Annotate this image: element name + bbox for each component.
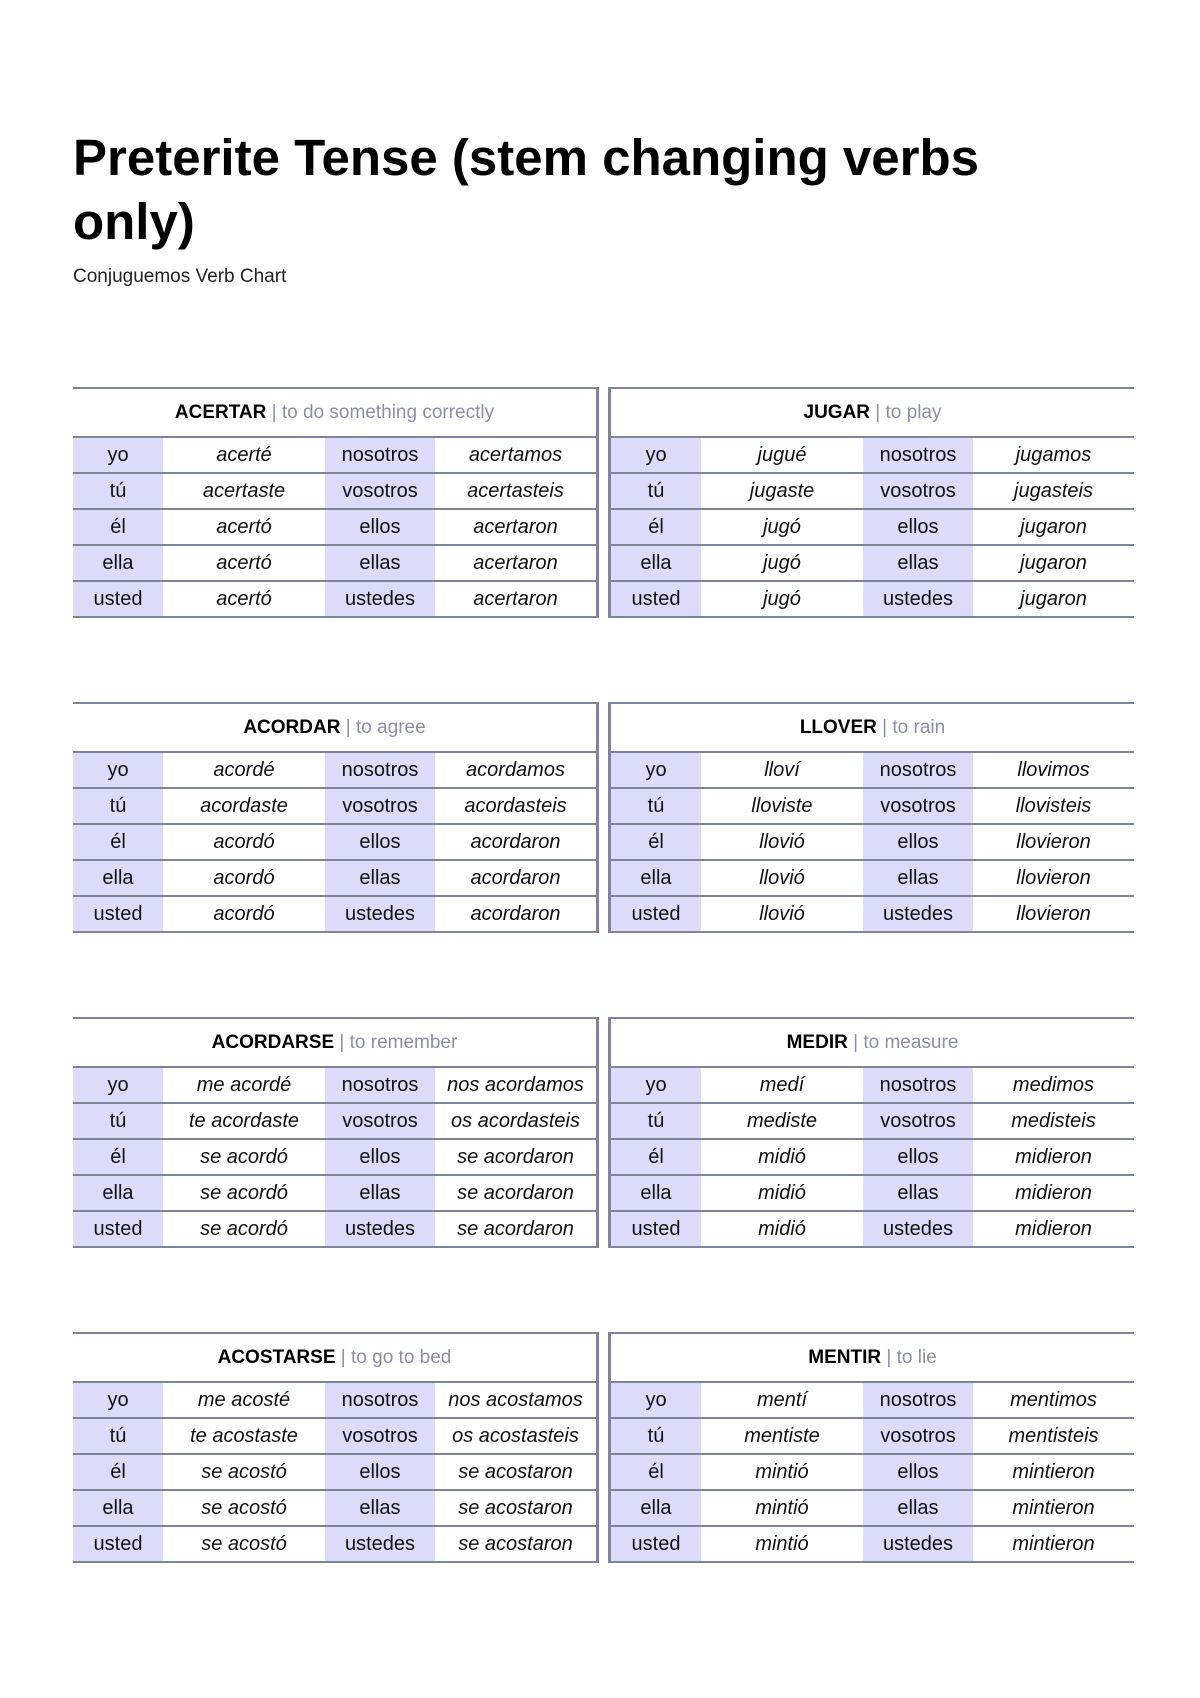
plural-pronoun: ustedes bbox=[863, 1212, 973, 1246]
conjugation-row bbox=[611, 474, 1134, 510]
plural-pronoun: ellas bbox=[325, 546, 435, 580]
singular-form: llovió bbox=[759, 867, 805, 889]
verb-name: JUGAR bbox=[803, 402, 871, 423]
singular-pronoun: ella bbox=[73, 1491, 163, 1525]
conjugation-row bbox=[73, 510, 596, 546]
singular-form: mentiste bbox=[744, 1425, 820, 1447]
singular-pronoun: yo bbox=[73, 753, 163, 787]
plural-pronoun: ellas bbox=[325, 1491, 435, 1525]
verb-meaning: to remember bbox=[349, 1032, 458, 1053]
singular-pronoun: usted bbox=[611, 897, 701, 931]
singular-form: midió bbox=[758, 1146, 806, 1168]
singular-form: llovió bbox=[759, 903, 805, 925]
singular-pronoun: usted bbox=[73, 1212, 163, 1246]
verb-table-header bbox=[611, 389, 1134, 438]
verb-name: LLOVER bbox=[799, 717, 877, 738]
plural-form: acordamos bbox=[466, 759, 565, 781]
verb-name: MEDIR bbox=[786, 1032, 848, 1053]
conjugation-row bbox=[73, 1419, 596, 1455]
singular-pronoun: yo bbox=[611, 1383, 701, 1417]
singular-form: midió bbox=[758, 1182, 806, 1204]
verb-separator: | bbox=[881, 1347, 897, 1368]
plural-form: se acostaron bbox=[458, 1461, 573, 1483]
plural-pronoun: ellos bbox=[863, 510, 973, 544]
plural-form: se acordaron bbox=[457, 1146, 574, 1168]
plural-pronoun: ellos bbox=[325, 825, 435, 859]
verb-separator: | bbox=[335, 1347, 351, 1368]
plural-pronoun: nosotros bbox=[863, 1068, 973, 1102]
singular-pronoun: él bbox=[611, 510, 701, 544]
plural-form: nos acordamos bbox=[447, 1074, 584, 1096]
verb-table-header bbox=[73, 1019, 596, 1068]
conjugation-row bbox=[73, 1176, 596, 1212]
conjugation-row bbox=[611, 789, 1134, 825]
conjugation-row bbox=[611, 1068, 1134, 1104]
plural-pronoun: ustedes bbox=[863, 897, 973, 931]
conjugation-row bbox=[73, 753, 596, 789]
verb-table-row bbox=[73, 1017, 1134, 1248]
page-subtitle: Conjuguemos Verb Chart bbox=[73, 266, 287, 287]
conjugation-row bbox=[611, 1176, 1134, 1212]
plural-form: mentimos bbox=[1010, 1389, 1097, 1411]
plural-form: mentisteis bbox=[1008, 1425, 1099, 1447]
conjugation-row bbox=[73, 474, 596, 510]
conjugation-row bbox=[73, 789, 596, 825]
verb-meaning: to go to bed bbox=[351, 1347, 452, 1368]
plural-form: se acostaron bbox=[458, 1533, 573, 1555]
plural-pronoun: nosotros bbox=[325, 438, 435, 472]
plural-pronoun: vosotros bbox=[325, 1419, 435, 1453]
conjugation-row bbox=[611, 510, 1134, 546]
plural-pronoun: ellos bbox=[863, 825, 973, 859]
plural-pronoun: nosotros bbox=[325, 753, 435, 787]
singular-pronoun: él bbox=[73, 825, 163, 859]
conjugation-row bbox=[73, 546, 596, 582]
singular-form: jugaste bbox=[749, 480, 815, 502]
plural-form: se acordaron bbox=[457, 1218, 574, 1240]
singular-pronoun: él bbox=[73, 1455, 163, 1489]
singular-pronoun: tú bbox=[73, 1104, 163, 1138]
singular-form: jugó bbox=[763, 552, 801, 574]
plural-form: llovieron bbox=[1016, 867, 1091, 889]
conjugation-row bbox=[73, 1455, 596, 1491]
singular-pronoun: usted bbox=[611, 1212, 701, 1246]
verb-table-row bbox=[73, 387, 1134, 618]
conjugation-row bbox=[611, 861, 1134, 897]
singular-form: mentí bbox=[756, 1389, 808, 1411]
plural-form: nos acostamos bbox=[448, 1389, 583, 1411]
singular-pronoun: usted bbox=[73, 582, 163, 616]
verb-name: ACORDARSE bbox=[211, 1032, 335, 1053]
plural-pronoun: vosotros bbox=[863, 789, 973, 823]
plural-pronoun: nosotros bbox=[863, 753, 973, 787]
conjugation-row bbox=[611, 1455, 1134, 1491]
singular-form: se acordó bbox=[200, 1182, 288, 1204]
singular-form: acertó bbox=[216, 588, 272, 610]
singular-pronoun: yo bbox=[611, 438, 701, 472]
verb-separator: | bbox=[876, 717, 893, 738]
plural-pronoun: ustedes bbox=[863, 582, 973, 616]
singular-form: te acostaste bbox=[190, 1425, 298, 1447]
verb-meaning: to play bbox=[885, 402, 942, 423]
singular-pronoun: ella bbox=[611, 1176, 701, 1210]
verb-table-row bbox=[73, 1332, 1134, 1563]
singular-form: acordó bbox=[213, 903, 275, 925]
singular-pronoun: tú bbox=[611, 474, 701, 508]
singular-form: se acordó bbox=[200, 1218, 288, 1240]
verb-table-mentir bbox=[608, 1332, 1134, 1563]
singular-pronoun: tú bbox=[73, 1419, 163, 1453]
conjugation-row bbox=[611, 1491, 1134, 1527]
singular-pronoun: usted bbox=[73, 1527, 163, 1561]
plural-pronoun: ustedes bbox=[325, 1212, 435, 1246]
verb-meaning: to measure bbox=[863, 1032, 959, 1053]
singular-form: jugó bbox=[763, 588, 801, 610]
plural-form: jugaron bbox=[1020, 552, 1087, 574]
plural-pronoun: ellos bbox=[325, 1140, 435, 1174]
singular-pronoun: tú bbox=[73, 789, 163, 823]
plural-form: jugamos bbox=[1015, 444, 1092, 466]
verb-table-acordar bbox=[73, 702, 599, 933]
verb-table-row bbox=[73, 702, 1134, 933]
conjugation-row bbox=[611, 825, 1134, 861]
plural-pronoun: ellas bbox=[325, 1176, 435, 1210]
conjugation-row bbox=[73, 1140, 596, 1176]
plural-form: jugaron bbox=[1020, 516, 1087, 538]
conjugation-row bbox=[611, 897, 1134, 931]
singular-pronoun: él bbox=[611, 1455, 701, 1489]
singular-form: acordaste bbox=[200, 795, 288, 817]
verb-table-header bbox=[73, 704, 596, 753]
verb-name: MENTIR bbox=[808, 1347, 882, 1368]
conjugation-row bbox=[73, 1104, 596, 1140]
singular-form: midió bbox=[758, 1218, 806, 1240]
verb-table-header bbox=[611, 1334, 1134, 1383]
verb-table-header bbox=[611, 704, 1134, 753]
singular-form: se acostó bbox=[201, 1533, 287, 1555]
plural-pronoun: nosotros bbox=[863, 438, 973, 472]
plural-pronoun: ellas bbox=[325, 861, 435, 895]
singular-form: medí bbox=[759, 1074, 805, 1096]
conjugation-row bbox=[611, 1212, 1134, 1246]
singular-pronoun: usted bbox=[611, 582, 701, 616]
singular-pronoun: él bbox=[73, 510, 163, 544]
verb-table-header bbox=[73, 1334, 596, 1383]
singular-form: me acordé bbox=[196, 1074, 292, 1096]
singular-pronoun: yo bbox=[73, 1383, 163, 1417]
singular-pronoun: tú bbox=[611, 789, 701, 823]
singular-pronoun: ella bbox=[73, 546, 163, 580]
verb-table-acertar bbox=[73, 387, 599, 618]
conjugation-row bbox=[611, 438, 1134, 474]
plural-form: acertaron bbox=[473, 516, 558, 538]
conjugation-row bbox=[73, 1068, 596, 1104]
singular-form: acertó bbox=[216, 552, 272, 574]
singular-pronoun: tú bbox=[73, 474, 163, 508]
singular-form: acordó bbox=[213, 831, 275, 853]
plural-form: mintieron bbox=[1012, 1533, 1095, 1555]
plural-pronoun: vosotros bbox=[863, 1104, 973, 1138]
singular-pronoun: él bbox=[611, 825, 701, 859]
singular-form: mintió bbox=[755, 1461, 809, 1483]
plural-pronoun: vosotros bbox=[325, 474, 435, 508]
plural-form: acertamos bbox=[468, 444, 563, 466]
singular-form: mintió bbox=[755, 1497, 809, 1519]
singular-form: lloví bbox=[764, 759, 800, 781]
singular-pronoun: usted bbox=[611, 1527, 701, 1561]
plural-pronoun: vosotros bbox=[325, 789, 435, 823]
plural-pronoun: vosotros bbox=[863, 1419, 973, 1453]
verb-chart-grid bbox=[73, 387, 1134, 1647]
singular-pronoun: ella bbox=[611, 1491, 701, 1525]
singular-pronoun: él bbox=[73, 1140, 163, 1174]
plural-form: acordasteis bbox=[464, 795, 567, 817]
singular-pronoun: usted bbox=[73, 897, 163, 931]
plural-form: midieron bbox=[1015, 1146, 1092, 1168]
plural-pronoun: ustedes bbox=[325, 582, 435, 616]
conjugation-row bbox=[611, 1104, 1134, 1140]
conjugation-row bbox=[73, 582, 596, 616]
singular-form: jugó bbox=[763, 516, 801, 538]
singular-pronoun: ella bbox=[73, 1176, 163, 1210]
singular-form: acerté bbox=[216, 444, 272, 466]
plural-form: mintieron bbox=[1012, 1497, 1095, 1519]
plural-form: acordaron bbox=[470, 831, 561, 853]
singular-form: se acostó bbox=[201, 1497, 287, 1519]
singular-form: se acordó bbox=[200, 1146, 288, 1168]
plural-form: medimos bbox=[1012, 1074, 1095, 1096]
conjugation-row bbox=[611, 546, 1134, 582]
plural-pronoun: ustedes bbox=[325, 897, 435, 931]
conjugation-row bbox=[73, 897, 596, 931]
conjugation-row bbox=[73, 1212, 596, 1246]
singular-pronoun: ella bbox=[611, 861, 701, 895]
singular-form: mediste bbox=[746, 1110, 818, 1132]
singular-pronoun: ella bbox=[611, 546, 701, 580]
plural-pronoun: vosotros bbox=[863, 474, 973, 508]
singular-pronoun: tú bbox=[611, 1104, 701, 1138]
singular-form: llovió bbox=[759, 831, 805, 853]
verb-table-jugar bbox=[608, 387, 1134, 618]
plural-form: acordaron bbox=[470, 903, 561, 925]
plural-form: acertaron bbox=[473, 552, 558, 574]
verb-separator: | bbox=[847, 1032, 864, 1053]
singular-pronoun: yo bbox=[611, 753, 701, 787]
plural-pronoun: nosotros bbox=[863, 1383, 973, 1417]
verb-table-medir bbox=[608, 1017, 1134, 1248]
plural-form: os acordasteis bbox=[451, 1110, 580, 1132]
singular-form: acordé bbox=[213, 759, 275, 781]
plural-pronoun: ellos bbox=[325, 510, 435, 544]
plural-pronoun: vosotros bbox=[325, 1104, 435, 1138]
singular-pronoun: él bbox=[611, 1140, 701, 1174]
plural-form: os acostasteis bbox=[452, 1425, 579, 1447]
verb-separator: | bbox=[340, 717, 356, 738]
verb-separator: | bbox=[870, 402, 886, 423]
singular-form: me acosté bbox=[197, 1389, 291, 1411]
singular-pronoun: yo bbox=[73, 1068, 163, 1102]
singular-form: te acordaste bbox=[188, 1110, 300, 1132]
conjugation-row bbox=[73, 1383, 596, 1419]
plural-form: jugaron bbox=[1020, 588, 1087, 610]
singular-form: mintió bbox=[755, 1533, 809, 1555]
plural-form: jugasteis bbox=[1014, 480, 1093, 502]
singular-form: lloviste bbox=[751, 795, 813, 817]
conjugation-row bbox=[73, 1491, 596, 1527]
conjugation-row bbox=[611, 1383, 1134, 1419]
plural-pronoun: ustedes bbox=[325, 1527, 435, 1561]
verb-meaning: to rain bbox=[892, 717, 946, 738]
conjugation-row bbox=[611, 1140, 1134, 1176]
plural-form: acertaron bbox=[473, 588, 558, 610]
plural-pronoun: ellas bbox=[863, 546, 973, 580]
verb-meaning: to do something correctly bbox=[281, 402, 495, 423]
plural-form: medisteis bbox=[1011, 1110, 1096, 1132]
verb-table-header bbox=[611, 1019, 1134, 1068]
verb-table-llover bbox=[608, 702, 1134, 933]
plural-pronoun: ustedes bbox=[863, 1527, 973, 1561]
conjugation-row bbox=[611, 1527, 1134, 1561]
plural-pronoun: nosotros bbox=[325, 1068, 435, 1102]
plural-form: acordaron bbox=[470, 867, 561, 889]
singular-form: acertó bbox=[216, 516, 272, 538]
singular-pronoun: yo bbox=[611, 1068, 701, 1102]
singular-form: jugué bbox=[757, 444, 807, 466]
verb-separator: | bbox=[266, 402, 282, 423]
singular-pronoun: ella bbox=[73, 861, 163, 895]
page-title: Preterite Tense (stem changing verbs only) bbox=[73, 129, 980, 250]
plural-form: se acostaron bbox=[458, 1497, 573, 1519]
plural-pronoun: ellos bbox=[863, 1140, 973, 1174]
plural-form: acertasteis bbox=[467, 480, 564, 502]
singular-pronoun: tú bbox=[611, 1419, 701, 1453]
plural-form: midieron bbox=[1015, 1182, 1092, 1204]
verb-table-acostarse bbox=[73, 1332, 599, 1563]
conjugation-row bbox=[611, 582, 1134, 616]
verb-name: ACOSTARSE bbox=[217, 1347, 336, 1368]
plural-pronoun: ellos bbox=[325, 1455, 435, 1489]
singular-form: acordó bbox=[213, 867, 275, 889]
conjugation-row bbox=[73, 825, 596, 861]
plural-form: midieron bbox=[1015, 1218, 1092, 1240]
verb-table-acordarse bbox=[73, 1017, 599, 1248]
conjugation-row bbox=[73, 438, 596, 474]
verb-separator: | bbox=[334, 1032, 350, 1053]
plural-pronoun: nosotros bbox=[325, 1383, 435, 1417]
verb-name: ACORDAR bbox=[243, 717, 341, 738]
singular-form: se acostó bbox=[201, 1461, 287, 1483]
conjugation-row bbox=[611, 753, 1134, 789]
plural-pronoun: ellas bbox=[863, 861, 973, 895]
plural-form: llovieron bbox=[1016, 903, 1091, 925]
plural-form: se acordaron bbox=[457, 1182, 574, 1204]
verb-meaning: to agree bbox=[355, 717, 426, 738]
verb-name: ACERTAR bbox=[174, 402, 267, 423]
singular-pronoun: yo bbox=[73, 438, 163, 472]
plural-form: mintieron bbox=[1012, 1461, 1095, 1483]
plural-pronoun: ellas bbox=[863, 1176, 973, 1210]
plural-form: llovieron bbox=[1016, 831, 1091, 853]
conjugation-row bbox=[611, 1419, 1134, 1455]
conjugation-row bbox=[73, 861, 596, 897]
plural-pronoun: ellos bbox=[863, 1455, 973, 1489]
conjugation-row bbox=[73, 1527, 596, 1561]
verb-table-header bbox=[73, 389, 596, 438]
plural-pronoun: ellas bbox=[863, 1491, 973, 1525]
plural-form: llovimos bbox=[1017, 759, 1090, 781]
verb-meaning: to lie bbox=[896, 1347, 937, 1368]
singular-form: acertaste bbox=[202, 480, 286, 502]
plural-form: llovisteis bbox=[1015, 795, 1092, 817]
